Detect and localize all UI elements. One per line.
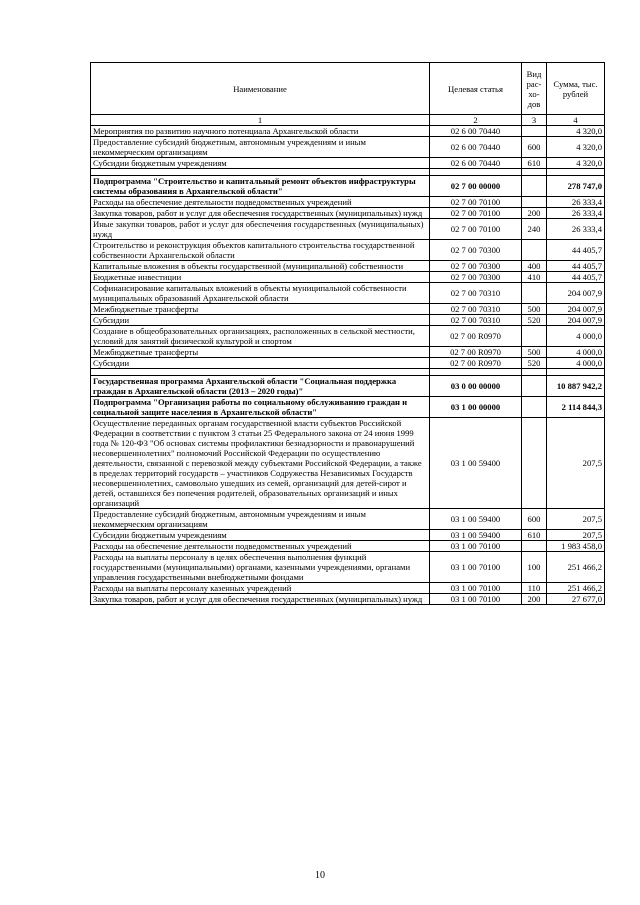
column-number: 1	[91, 115, 430, 126]
cell-type	[522, 376, 547, 397]
cell-code: 03 1 00 70100	[430, 552, 522, 583]
table-row	[91, 376, 605, 397]
cell-code: 02 7 00 70100	[430, 219, 522, 240]
cell-name: Иные закупки товаров, работ и услуг для обеспечения государственных (муниципальных) нужд	[91, 219, 430, 240]
spacer-cell	[547, 169, 605, 176]
cell-type	[522, 126, 547, 137]
cell-sum: 207,5	[547, 418, 605, 509]
column-number: 2	[430, 115, 522, 126]
cell-name: Расходы на обеспечение деятельности подведомственных учреждений	[91, 541, 430, 552]
cell-sum: 204 007,9	[547, 304, 605, 315]
table-row	[91, 176, 605, 197]
cell-code: 02 7 00 R0970	[430, 347, 522, 358]
cell-name: Закупка товаров, работ и услуг для обеспечения государственных (муниципальных) нужд	[91, 208, 430, 219]
table-row	[91, 261, 605, 272]
table-row	[91, 541, 605, 552]
cell-code: 03 1 00 70100	[430, 583, 522, 594]
cell-type	[522, 176, 547, 197]
cell-name: Субсидии	[91, 315, 430, 326]
cell-name: Межбюджетные трансферты	[91, 304, 430, 315]
cell-name: Субсидии бюджетным учреждениям	[91, 530, 430, 541]
spacer-cell	[430, 369, 522, 376]
cell-code: 03 1 00 59400	[430, 509, 522, 530]
cell-sum: 207,5	[547, 509, 605, 530]
spacer-cell	[522, 369, 547, 376]
cell-sum: 44 405,7	[547, 272, 605, 283]
spacer-cell	[547, 369, 605, 376]
table-row	[91, 283, 605, 304]
cell-name: Создание в общеобразовательных организациях, расположенных в сельской местности, условий для занятий физической культурой и спортом	[91, 326, 430, 347]
cell-sum: 26 333,4	[547, 197, 605, 208]
cell-type	[522, 197, 547, 208]
spacer-row	[91, 369, 605, 376]
cell-name: Расходы на выплаты персоналу казенных учреждений	[91, 583, 430, 594]
cell-name: Строительство и реконструкция объектов капитального строительства государственной собственности Архангельской области	[91, 240, 430, 261]
cell-sum: 44 405,7	[547, 261, 605, 272]
table-row	[91, 137, 605, 158]
cell-name: Межбюджетные трансферты	[91, 347, 430, 358]
table-row	[91, 158, 605, 169]
cell-sum: 27 677,0	[547, 594, 605, 605]
cell-name: Закупка товаров, работ и услуг для обеспечения государственных (муниципальных) нужд	[91, 594, 430, 605]
cell-name: Капитальные вложения в объекты государственной (муниципальной) собственности	[91, 261, 430, 272]
cell-name: Государственная программа Архангельской области "Социальная поддержка граждан в Архангельской области (2013 – 2020 годы)"	[91, 376, 430, 397]
cell-code: 03 1 00 59400	[430, 530, 522, 541]
cell-code: 03 1 00 59400	[430, 418, 522, 509]
table-row	[91, 509, 605, 530]
cell-type	[522, 418, 547, 509]
header-code: Целевая статья	[430, 63, 522, 115]
spacer-cell	[91, 169, 430, 176]
cell-sum: 204 007,9	[547, 283, 605, 304]
cell-type: 500	[522, 347, 547, 358]
table-row	[91, 583, 605, 594]
cell-code: 02 7 00 70300	[430, 240, 522, 261]
table-row	[91, 219, 605, 240]
cell-name: Расходы на выплаты персоналу в целях обеспечения выполнения функций государственными (муниципальными) органами, казенными учреждениями, органами управления государственными внебюджетными фондами	[91, 552, 430, 583]
cell-code: 03 0 00 00000	[430, 376, 522, 397]
table-row	[91, 272, 605, 283]
cell-sum: 44 405,7	[547, 240, 605, 261]
cell-sum: 4 000,0	[547, 347, 605, 358]
header-name: Наименование	[91, 63, 430, 115]
cell-code: 03 1 00 00000	[430, 397, 522, 418]
table-row	[91, 530, 605, 541]
table-row	[91, 304, 605, 315]
column-number-row	[91, 115, 605, 126]
cell-type	[522, 326, 547, 347]
cell-sum: 4 000,0	[547, 326, 605, 347]
cell-type: 200	[522, 594, 547, 605]
cell-sum: 4 320,0	[547, 158, 605, 169]
table-row	[91, 208, 605, 219]
cell-type: 610	[522, 158, 547, 169]
cell-type: 110	[522, 583, 547, 594]
header-type: Вид рас-хо-дов	[522, 63, 547, 115]
cell-code: 02 7 00 70100	[430, 197, 522, 208]
cell-sum: 4 320,0	[547, 137, 605, 158]
column-number: 4	[547, 115, 605, 126]
cell-code: 02 7 00 70310	[430, 315, 522, 326]
table-header-row	[91, 63, 605, 115]
table-row	[91, 240, 605, 261]
cell-name: Мероприятия по развитию научного потенциала Архангельской области	[91, 126, 430, 137]
cell-sum: 26 333,4	[547, 208, 605, 219]
cell-name: Софинансирование капитальных вложений в объекты муниципальной собственности муниципальных образований Архангельской области	[91, 283, 430, 304]
cell-code: 02 7 00 70300	[430, 261, 522, 272]
cell-name: Предоставление субсидий бюджетным, автономным учреждениям и иным некоммерческим организациям	[91, 137, 430, 158]
table-row	[91, 594, 605, 605]
cell-code: 02 7 00 R0970	[430, 358, 522, 369]
cell-sum: 4 000,0	[547, 358, 605, 369]
table-row	[91, 326, 605, 347]
cell-name: Расходы на обеспечение деятельности подведомственных учреждений	[91, 197, 430, 208]
cell-code: 02 7 00 70300	[430, 272, 522, 283]
page-number: 10	[315, 870, 325, 881]
cell-name: Осуществление переданных органам государственной власти субъектов Российской Федерации в соответствии с пунктом 3 статьи 25 Федерального закона от 24 июня 1999 года № 120-ФЗ "Об основах системы профилактики безнадзорности и правонарушений несовершеннолетних" полномочий Российской Федерации по осуществлению деятельности, связанной с перевозкой между субъектами Российской Федерации, а также в пределах территорий государств – участников Содружества Независимых Государств несовершеннолетних, самовольно ушедших из семей, организаций для детей-сирот и детей, оставшихся без попечения родителей, образовательных организаций и иных организаций	[91, 418, 430, 509]
table-row	[91, 315, 605, 326]
spacer-cell	[430, 169, 522, 176]
column-number: 3	[522, 115, 547, 126]
cell-sum: 4 320,0	[547, 126, 605, 137]
spacer-cell	[522, 169, 547, 176]
cell-type: 600	[522, 509, 547, 530]
table-row	[91, 418, 605, 509]
table-row	[91, 552, 605, 583]
cell-sum: 10 887 942,2	[547, 376, 605, 397]
table-body	[91, 126, 605, 605]
cell-sum: 251 466,2	[547, 552, 605, 583]
cell-type	[522, 283, 547, 304]
cell-type: 100	[522, 552, 547, 583]
budget-table	[90, 62, 605, 605]
cell-type	[522, 541, 547, 552]
cell-sum: 1 983 458,0	[547, 541, 605, 552]
cell-code: 02 7 00 R0970	[430, 326, 522, 347]
cell-name: Бюджетные инвестиции	[91, 272, 430, 283]
cell-code: 02 7 00 70310	[430, 304, 522, 315]
cell-sum: 26 333,4	[547, 219, 605, 240]
cell-type: 610	[522, 530, 547, 541]
cell-type: 400	[522, 261, 547, 272]
cell-sum: 204 007,9	[547, 315, 605, 326]
cell-code: 02 6 00 70440	[430, 137, 522, 158]
cell-name: Предоставление субсидий бюджетным, автономным учреждениям и иным некоммерческим организациям	[91, 509, 430, 530]
cell-name: Субсидии	[91, 358, 430, 369]
cell-name: Подпрограмма "Строительство и капитальный ремонт объектов инфраструктуры системы образования в Архангельской области"	[91, 176, 430, 197]
table-row	[91, 347, 605, 358]
table-row	[91, 126, 605, 137]
cell-name: Субсидии бюджетным учреждениям	[91, 158, 430, 169]
spacer-row	[91, 169, 605, 176]
table-row	[91, 397, 605, 418]
cell-sum: 2 114 844,3	[547, 397, 605, 418]
cell-code: 02 6 00 70440	[430, 126, 522, 137]
cell-code: 02 7 00 00000	[430, 176, 522, 197]
cell-type: 240	[522, 219, 547, 240]
cell-sum: 251 466,2	[547, 583, 605, 594]
cell-type	[522, 397, 547, 418]
spacer-cell	[91, 369, 430, 376]
cell-sum: 207,5	[547, 530, 605, 541]
cell-type: 410	[522, 272, 547, 283]
cell-type: 200	[522, 208, 547, 219]
cell-code: 02 6 00 70440	[430, 158, 522, 169]
cell-code: 03 1 00 70100	[430, 541, 522, 552]
cell-code: 02 7 00 70310	[430, 283, 522, 304]
cell-code: 03 1 00 70100	[430, 594, 522, 605]
table-row	[91, 197, 605, 208]
cell-type	[522, 240, 547, 261]
cell-type: 520	[522, 315, 547, 326]
cell-type: 500	[522, 304, 547, 315]
cell-sum: 278 747,0	[547, 176, 605, 197]
cell-name: Подпрограмма "Организация работы по социальному обслуживанию граждан и социальной защите населения в Архангельской области"	[91, 397, 430, 418]
table-row	[91, 358, 605, 369]
cell-code: 02 7 00 70100	[430, 208, 522, 219]
cell-type: 600	[522, 137, 547, 158]
header-sum: Сумма, тыс. рублей	[547, 63, 605, 115]
cell-type: 520	[522, 358, 547, 369]
